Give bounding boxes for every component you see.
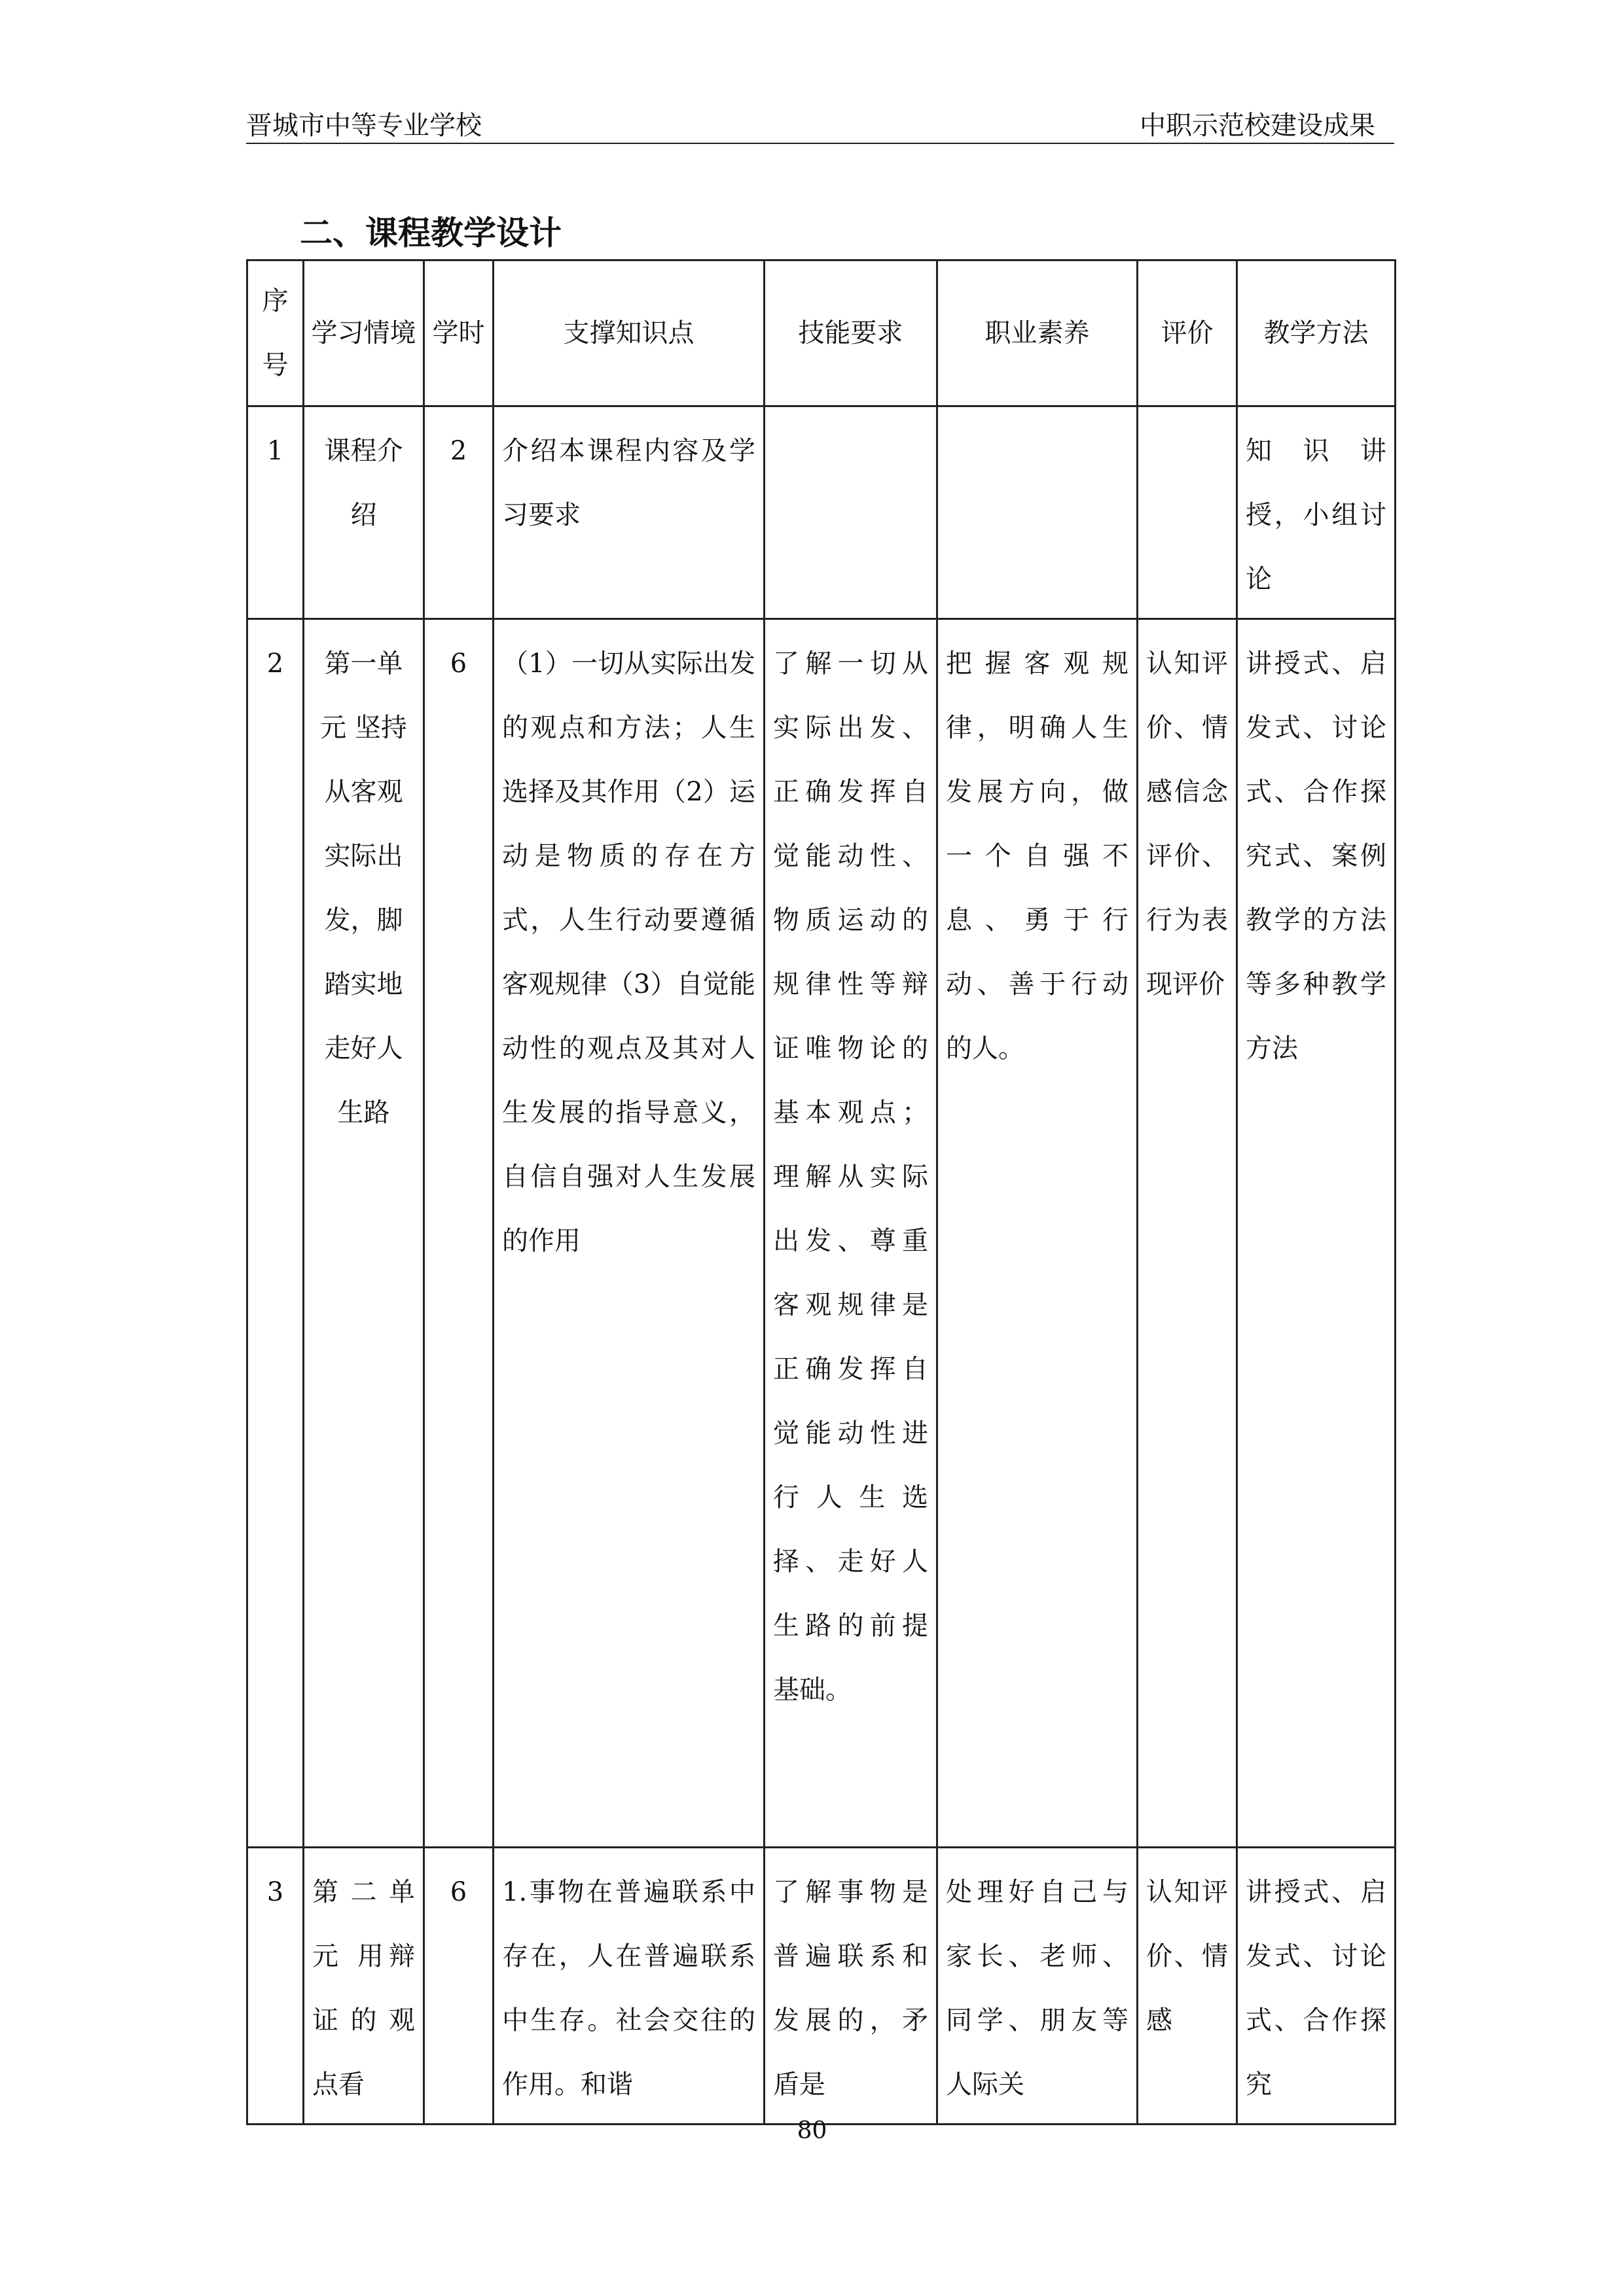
row-situation: 第一单元 坚持从客观实际出发，脚踏实地走好人生路 [304, 619, 424, 1848]
header-school: 晋城市中等专业学校 [246, 111, 482, 141]
row-situation: 第二单元 用辩证的观点看 [304, 1848, 424, 2125]
row-skill: 了解事物是普遍联系和发展的，矛盾是 [765, 1848, 937, 2125]
row-quality [937, 406, 1138, 619]
col-header-quality: 职业素养 [937, 260, 1138, 406]
row-method: 讲授式、启发式、讨论式、合作探究式、案例教学的方法等多种教学方法 [1237, 619, 1396, 1848]
section-title: 二、课程教学设计 [300, 214, 562, 252]
table-header-row [247, 260, 1396, 406]
row-eval: 认知评价、情感 [1138, 1848, 1237, 2125]
page-number: 80 [797, 2117, 827, 2144]
course-design-table [246, 259, 1396, 2125]
col-header-situation: 学习情境 [304, 260, 424, 406]
col-header-no: 序号 [247, 260, 304, 406]
row-skill: 了解一切从实际出发、正确发挥自觉能动性、物质运动的规律性等辩证唯物论的基本观点；理解从实际出发、尊重客观规律是正确发挥自觉能动性进行人生选择、走好人生路的前提基础。 [765, 619, 937, 1848]
header-document: 中职示范校建设成果 [1140, 111, 1375, 141]
header-rule [246, 143, 1394, 144]
row-quality: 把握客观规律，明确人生发展方向，做一个自强不息、勇于行动、善于行动的人。 [937, 619, 1138, 1848]
row-hours: 6 [424, 619, 494, 1848]
row-hours: 2 [424, 406, 494, 619]
row-hours: 6 [424, 1848, 494, 2125]
row-method: 知 识 讲授，小组讨论 [1237, 406, 1396, 619]
row-no: 1 [247, 406, 304, 619]
col-header-knowledge: 支撑知识点 [494, 260, 765, 406]
row-method: 讲授式、启发式、讨论式、合作探究 [1237, 1848, 1396, 2125]
col-header-skill: 技能要求 [765, 260, 937, 406]
row-no: 2 [247, 619, 304, 1848]
col-header-method: 教学方法 [1237, 260, 1396, 406]
row-situation: 课程介绍 [304, 406, 424, 619]
row-eval [1138, 406, 1237, 619]
row-quality: 处理好自己与家长、老师、同学、朋友等人际关 [937, 1848, 1138, 2125]
col-header-eval: 评价 [1138, 260, 1237, 406]
row-no: 3 [247, 1848, 304, 2125]
row-skill [765, 406, 937, 619]
row-knowledge: （1）一切从实际出发的观点和方法；人生选择及其作用（2）运动是物质的存在方式，人生行动要遵循客观规律（3）自觉能动性的观点及其对人生发展的指导意义，自信自强对人生发展的作用 [494, 619, 765, 1848]
row-eval: 认知评价、情感信念评价、行为表现评价 [1138, 619, 1237, 1848]
row-knowledge: 1.事物在普遍联系中存在，人在普遍联系中生存。社会交往的作用。和谐 [494, 1848, 765, 2125]
table-row [247, 619, 1396, 1848]
col-header-hours: 学时 [424, 260, 494, 406]
table-row [247, 1848, 1396, 2125]
row-knowledge: 介绍本课程内容及学习要求 [494, 406, 765, 619]
table-row [247, 406, 1396, 619]
